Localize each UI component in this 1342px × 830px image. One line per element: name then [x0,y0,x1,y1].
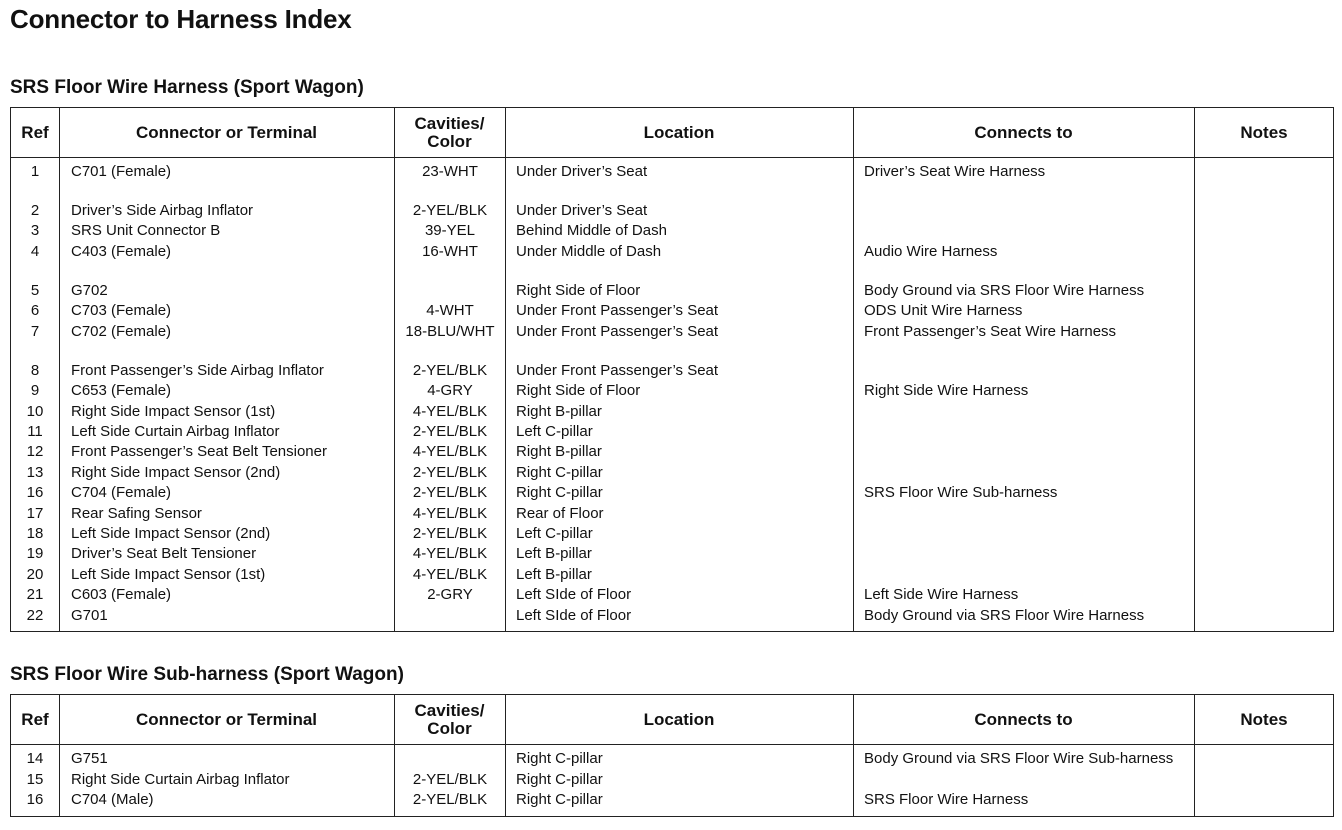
cell-ref: 1 [30,163,40,180]
header-divider [11,157,1333,158]
cell-cavities: 2-YEL/BLK [412,771,488,788]
cell-location: Right B-pillar [516,443,602,460]
table-row [11,201,1333,221]
table-row [11,504,1333,524]
cell-ref: 15 [26,771,44,788]
cell-cavities: 4-YEL/BLK [412,545,488,562]
cell-cavities: 18-BLU/WHT [405,323,495,340]
cell-connector: SRS Unit Connector B [71,222,221,239]
cell-ref: 12 [26,443,44,460]
cell-cavities: 4-YEL/BLK [412,566,488,583]
cell-ref: 19 [26,545,44,562]
table-row [11,422,1333,442]
cell-connector: C603 (Female) [71,586,172,603]
cell-cavities: 2-YEL/BLK [412,525,488,542]
header-cavities [394,695,505,744]
cell-location: Right B-pillar [516,403,602,420]
cell-ref: 10 [26,403,44,420]
header-divider [11,744,1333,745]
cell-connector: G702 [71,282,108,299]
cell-ref: 17 [26,505,44,522]
cell-location: Right C-pillar [516,791,603,808]
cell-connector: C653 (Female) [71,382,172,399]
section-title-floor-harness: SRS Floor Wire Harness (Sport Wagon) [10,77,364,98]
cell-connects-to: Body Ground via SRS Floor Wire Harness [864,282,1145,299]
cell-cavities: 2-YEL/BLK [412,423,488,440]
cell-connects-to: Body Ground via SRS Floor Wire Harness [864,607,1145,624]
cell-location: Under Driver’s Seat [516,163,648,180]
cell-cavities: 4-YEL/BLK [412,443,488,460]
section-title-floor-sub-harness: SRS Floor Wire Sub-harness (Sport Wagon) [10,664,404,685]
table-row [11,402,1333,422]
cell-location: Right C-pillar [516,464,603,481]
cell-ref: 11 [27,423,43,440]
header-ref: Ref [21,122,49,142]
cell-ref: 13 [26,464,44,481]
header-ref: Ref [21,709,49,729]
table-row [11,463,1333,483]
table-row [11,301,1333,321]
cell-location: Under Middle of Dash [516,243,662,260]
header-line: Color [427,718,472,738]
header-connects-to: Connects to [974,122,1073,142]
cell-location: Under Driver’s Seat [516,202,648,219]
cell-location: Left B-pillar [516,545,592,562]
cell-connector: Left Side Impact Sensor (2nd) [71,525,271,542]
cell-cavities: 2-YEL/BLK [412,464,488,481]
header-notes: Notes [1240,122,1288,142]
cell-ref: 2 [30,202,40,219]
cell-ref: 22 [26,607,44,624]
cell-connector: Driver’s Side Airbag Inflator [71,202,254,219]
cell-connects-to: Left Side Wire Harness [864,586,1019,603]
table-row [11,790,1333,810]
header-connector: Connector or Terminal [135,709,318,729]
cell-ref: 7 [30,323,40,340]
cell-location: Left SIde of Floor [516,586,632,603]
cell-cavities: 2-YEL/BLK [412,791,488,808]
cell-connects-to: Audio Wire Harness [864,243,998,260]
cell-connects-to: Front Passenger’s Seat Wire Harness [864,323,1117,340]
table-row [11,242,1333,262]
cell-connector: Right Side Impact Sensor (2nd) [71,464,281,481]
cell-location: Left C-pillar [516,525,593,542]
cell-location: Behind Middle of Dash [516,222,667,239]
cell-connector: Rear Safing Sensor [71,505,202,522]
table-row [11,381,1333,401]
cell-connects-to: SRS Floor Wire Harness [864,791,1029,808]
cell-location: Under Front Passenger’s Seat [516,362,719,379]
cell-connector: C703 (Female) [71,302,172,319]
header-location: Location [643,709,715,729]
cell-connector: C403 (Female) [71,243,172,260]
cell-connector: C701 (Female) [71,163,172,180]
table-row [11,749,1333,769]
cell-location: Right Side of Floor [516,282,641,299]
header-line: Cavities/ [414,700,485,720]
table-row [11,524,1333,544]
cell-connector: Front Passenger’s Seat Belt Tensioner [71,443,327,460]
cell-connector: Front Passenger’s Side Airbag Inflator [71,362,324,379]
cell-cavities: 23-WHT [422,163,478,180]
cell-connector: Right Side Curtain Airbag Inflator [71,771,290,788]
cell-ref: 4 [30,243,40,260]
cell-location: Right C-pillar [516,750,603,767]
cell-cavities: 2-GRY [427,586,473,603]
cell-location: Right C-pillar [516,484,603,501]
table-row [11,606,1333,626]
cell-connector: Left Side Impact Sensor (1st) [71,566,266,583]
table-row [11,361,1333,381]
cell-cavities: 4-GRY [427,382,473,399]
cell-location: Left C-pillar [516,423,593,440]
cell-connector: Driver’s Seat Belt Tensioner [71,545,257,562]
cell-ref: 9 [30,382,40,399]
table-row [11,221,1333,241]
cell-location: Left B-pillar [516,566,592,583]
cell-cavities: 2-YEL/BLK [412,484,488,501]
cell-connector: C702 (Female) [71,323,172,340]
cell-connects-to: SRS Floor Wire Sub-harness [864,484,1058,501]
table-row [11,322,1333,342]
cell-location: Under Front Passenger’s Seat [516,302,719,319]
cell-cavities: 2-YEL/BLK [412,362,488,379]
cell-ref: 3 [30,222,40,239]
header-notes: Notes [1240,709,1288,729]
floor-harness-table [10,107,1334,632]
table-row [11,281,1333,301]
cell-connector: Right Side Impact Sensor (1st) [71,403,276,420]
cell-cavities: 39-YEL [424,222,476,239]
cell-connects-to: Right Side Wire Harness [864,382,1029,399]
header-connects-to: Connects to [974,709,1073,729]
cell-cavities: 4-YEL/BLK [412,403,488,420]
cell-connector: G751 [71,750,108,767]
cell-ref: 16 [26,484,44,501]
cell-cavities: 4-YEL/BLK [412,505,488,522]
cell-connects-to: Driver’s Seat Wire Harness [864,163,1046,180]
cell-location: Under Front Passenger’s Seat [516,323,719,340]
cell-ref: 14 [26,750,44,767]
table-row [11,585,1333,605]
cell-location: Left SIde of Floor [516,607,632,624]
cell-ref: 18 [26,525,44,542]
cell-ref: 8 [30,362,40,379]
cell-connector: Left Side Curtain Airbag Inflator [71,423,280,440]
table-row [11,544,1333,564]
header-location: Location [643,122,715,142]
header-cavities [394,108,505,157]
table-row [11,483,1333,503]
page-title: Connector to Harness Index [10,4,352,34]
cell-cavities: 2-YEL/BLK [412,202,488,219]
table-row [11,770,1333,790]
cell-cavities: 4-WHT [426,302,474,319]
table-row [11,162,1333,182]
cell-ref: 5 [30,282,40,299]
cell-connects-to: Body Ground via SRS Floor Wire Sub-harness [864,750,1174,767]
cell-ref: 16 [26,791,44,808]
cell-location: Right C-pillar [516,771,603,788]
header-line: Color [427,131,472,151]
cell-cavities: 16-WHT [422,243,478,260]
cell-location: Right Side of Floor [516,382,641,399]
cell-location: Rear of Floor [516,505,604,522]
cell-connector: G701 [71,607,108,624]
header-connector: Connector or Terminal [135,122,318,142]
cell-ref: 20 [26,566,44,583]
floor-sub-harness-table [10,694,1334,817]
table-row [11,442,1333,462]
cell-ref: 6 [30,302,40,319]
cell-connects-to: ODS Unit Wire Harness [864,302,1023,319]
cell-connector: C704 (Male) [71,791,154,808]
header-line: Cavities/ [414,113,485,133]
table-row [11,565,1333,585]
cell-ref: 21 [26,586,44,603]
cell-connector: C704 (Female) [71,484,172,501]
